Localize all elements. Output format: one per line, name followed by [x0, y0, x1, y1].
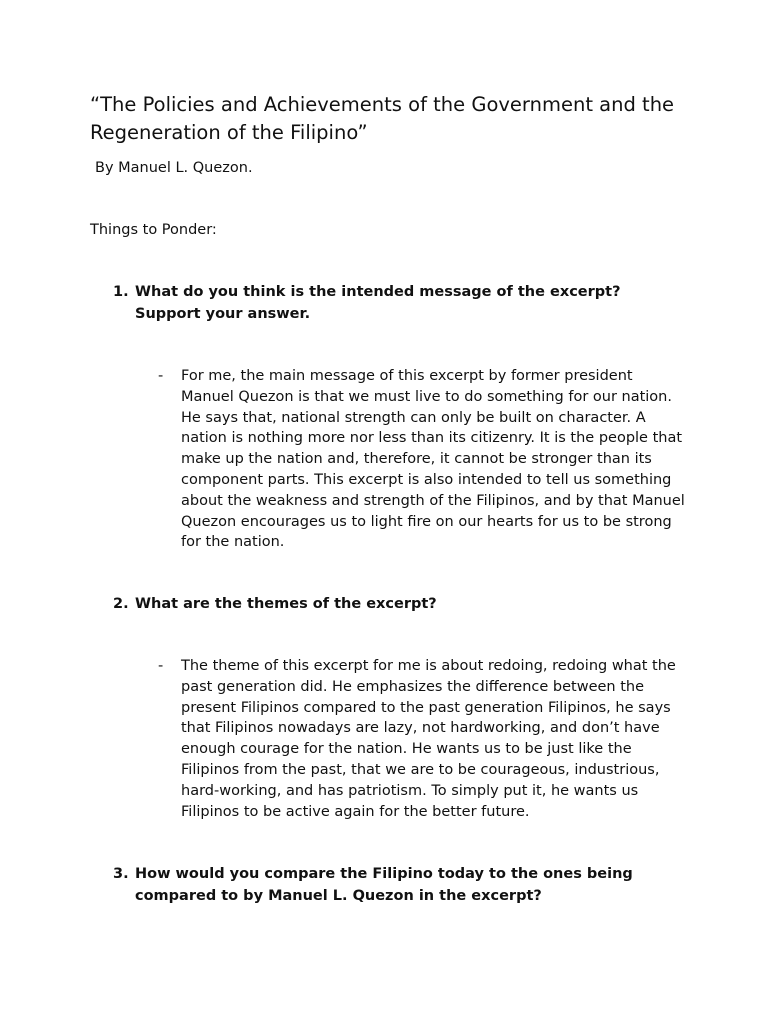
- question-text: What are the themes of the excerpt?: [135, 596, 437, 612]
- answer-bullet: -: [158, 658, 164, 674]
- question-2: [113, 594, 673, 616]
- answer-text: For me, the main message of this excerpt by former president Manuel Quezon is that we must live to do something for our nation. He says that, national strength can only be built on character. A nation is nothing more nor less than its citizenry. It is the people that make up the nation and, therefore, it cannot be stronger than its component parts. This excerpt is also intended to tell us something about the weakness and strength of the Filipinos, and by that Manuel Quezon encourages us to light fire on our hearts for us to be strong for the nation.: [181, 368, 685, 551]
- answer-2: [158, 656, 686, 822]
- question-number: 3.: [113, 866, 129, 882]
- question-text: What do you think is the intended message of the excerpt? Support your answer.: [135, 284, 621, 322]
- question-1: [113, 282, 673, 325]
- document-title: “The Policies and Achievements of the Government and the Regeneration of the Filipino”: [90, 93, 675, 144]
- answer-text: The theme of this excerpt for me is about redoing, redoing what the past generation did. He emphasizes the difference between the present Filipinos compared to the past generation Filipinos, he says that Filipinos nowadays are lazy, not hardworking, and don’t have enough courage for the nation. He wants us to be just like the Filipinos from the past, that we are to be courageous, industrious, hard-working, and has patriotism. To simply put it, he wants us Filipinos to be active again for the better future.: [181, 658, 676, 820]
- question-number: 1.: [113, 284, 129, 300]
- question-text: How would you compare the Filipino today to the ones being compared to by Manuel L. Quezon in the excerpt?: [135, 866, 633, 904]
- section-heading: Things to Ponder:: [90, 222, 217, 238]
- question-number: 2.: [113, 596, 129, 612]
- document-author: By Manuel L. Quezon.: [95, 160, 253, 176]
- answer-1: [158, 366, 686, 553]
- answer-bullet: -: [158, 368, 164, 384]
- question-3: [113, 864, 673, 907]
